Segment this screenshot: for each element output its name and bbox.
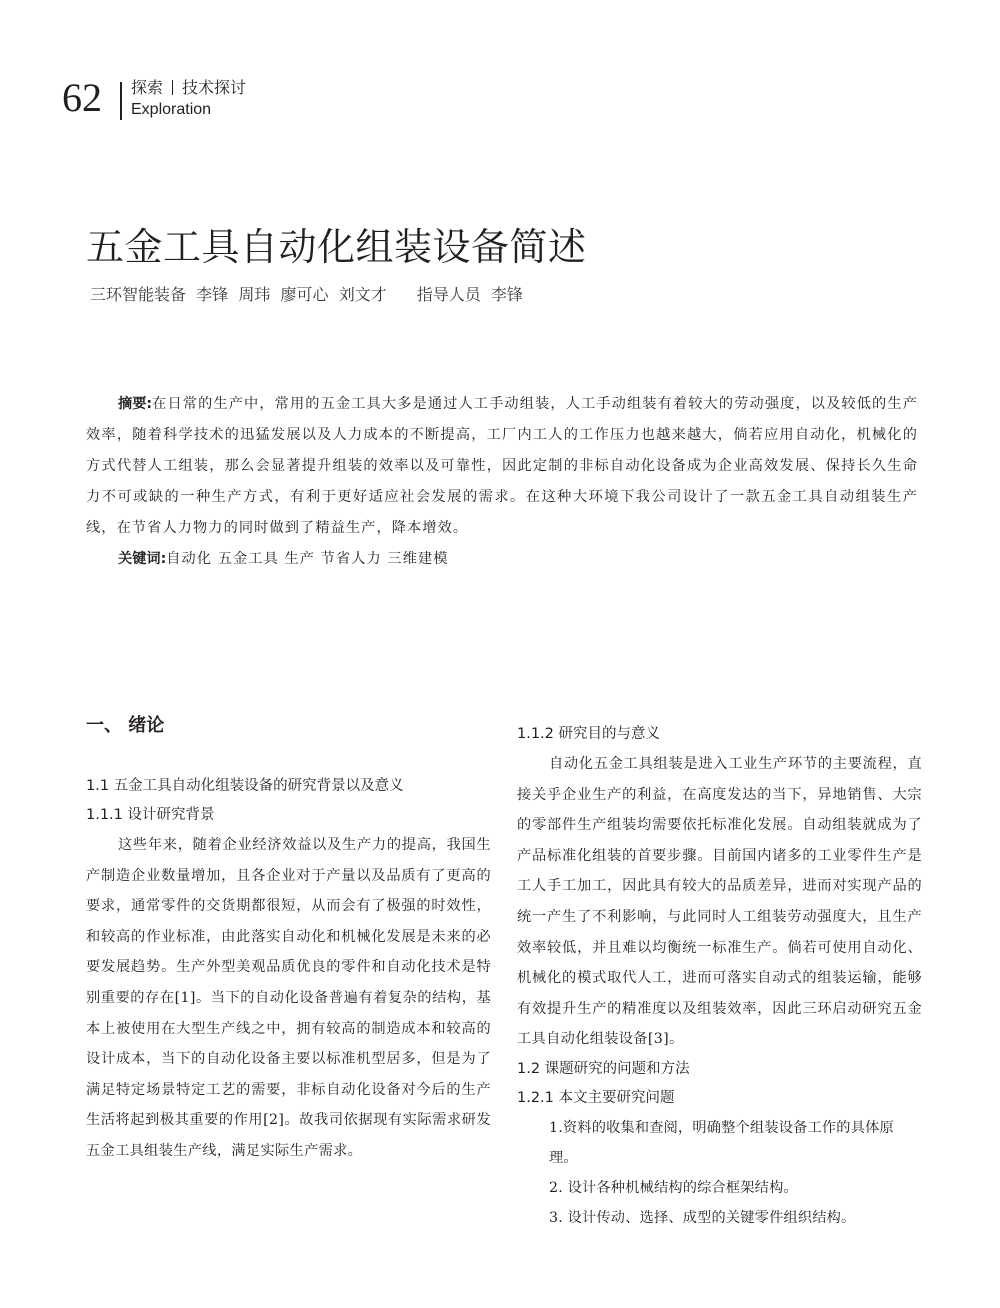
subsection-heading-1-1-2: 1.1.2 研究目的与意义 (517, 726, 661, 742)
subsection-heading-1-2-1: 1.2.1 本文主要研究问题 (517, 1089, 675, 1106)
left-column (86, 712, 491, 1167)
subsection-heading-1-2: 1.2 课题研究的问题和方法 (517, 1060, 690, 1077)
subsection-heading-1-1: 1.1 五金工具自动化组装设备的研究背景以及意义 (86, 778, 404, 794)
list-item: 1.资料的收集和查阅，明确整个组装设备工作的具体原理。 (549, 1119, 894, 1166)
paragraph-background: 这些年来，随着企业经济效益以及生产力的提高，我国生产制造企业数量增加，且各企业对于产量以及品质有了更高的要求，通常零件的交货期都很短，从而会有了极强的时效性，和较高的作业标准，由此落实自动化和机械化发展是未来的必要发展趋势。生产外型美观品质优良的零件和自动化技术是特别重要的存在[1]。当下的自动化设备普遍有着复杂的结构，基本上被使用在大型生产线之中，拥有较高的制造成本和较高的设计成本，当下的自动化设备主要以标准机型居多，但是为了满足特定场景特定工艺的需要，非标自动化设备对今后的生产生活将起到极其重要的作用[2]。故我司依据现有实际需求研发五金工具组装生产线，满足实际生产需求。 (86, 837, 491, 1159)
abstract-label: 摘要: (118, 396, 153, 412)
abstract (86, 389, 918, 575)
section-name (131, 78, 246, 98)
research-question-list (517, 1113, 922, 1233)
list-item: 3. 设计传动、选择、成型的关键零件组织结构。 (549, 1209, 856, 1226)
advisor: 指导人员 李锋 (416, 285, 523, 304)
section-heading-intro: 一、 绪论 (86, 715, 165, 736)
section-sub: 技术探讨 (182, 78, 247, 97)
abstract-paragraph (86, 389, 918, 544)
keywords-text: 自动化 五金工具 生产 节省人力 三维建模 (166, 551, 449, 567)
paragraph-purpose: 自动化五金工具组装是进入工业生产环节的主要流程，直接关乎企业生产的利益，在高度发达的当下，异地销售、大宗的零部件生产组装均需要依托标准化发展。自动组装就成为了产品标准化组装的首要步骤。目前国内诸多的工业零件生产是工人手工加工，因此具有较大的品质差异，进而对实现产品的统一产生了不利影响，与此同时人工组装劳动强度大，且生产效率较低，并且难以均衡统一标准生产。倘若可使用自动化、机械化的模式取代人工，进而可落实自动式的组装运输，能够有效提升生产的精准度以及组装效率，因此三环启动研究五金工具自动化组装设备[3]。 (517, 756, 922, 1048)
right-column (517, 719, 922, 1233)
subsection-heading-1-1-1: 1.1.1 设计研究背景 (86, 807, 215, 823)
author-line (90, 284, 523, 306)
section-en: Exploration (131, 101, 212, 118)
keywords-paragraph (86, 544, 918, 575)
list-item: 2. 设计各种机械结构的综合框架结构。 (549, 1179, 798, 1196)
authors: 三环智能装备 李锋 周玮 廖可心 刘文才 (90, 285, 387, 304)
abstract-text: 在日常的生产中，常用的五金工具大多是通过人工手动组装，人工手动组装有着较大的劳动强度，以及较低的生产效率，随着科学技术的迅猛发展以及人力成本的不断提高，工厂内工人的工作压力也越来越大，倘若应用自动化，机械化的方式代替人工组装，那么会显著提升组装的效率以及可靠性，因此定制的非标自动化设备成为企业高效发展、保持长久生命力不可或缺的一种生产方式，有利于更好适应社会发展的需求。在这种大环境下我公司设计了一款五金工具自动组装生产线，在节省人力物力的同时做到了精益生产，降本增效。 (86, 396, 918, 536)
article-title: 五金工具自动化组装设备简述 (86, 225, 587, 269)
section-cn: 探索 (131, 78, 164, 97)
section-separator (172, 80, 173, 95)
header-divider (120, 82, 122, 120)
page-number: 62 (62, 75, 102, 120)
keywords-label: 关键词: (118, 551, 167, 567)
